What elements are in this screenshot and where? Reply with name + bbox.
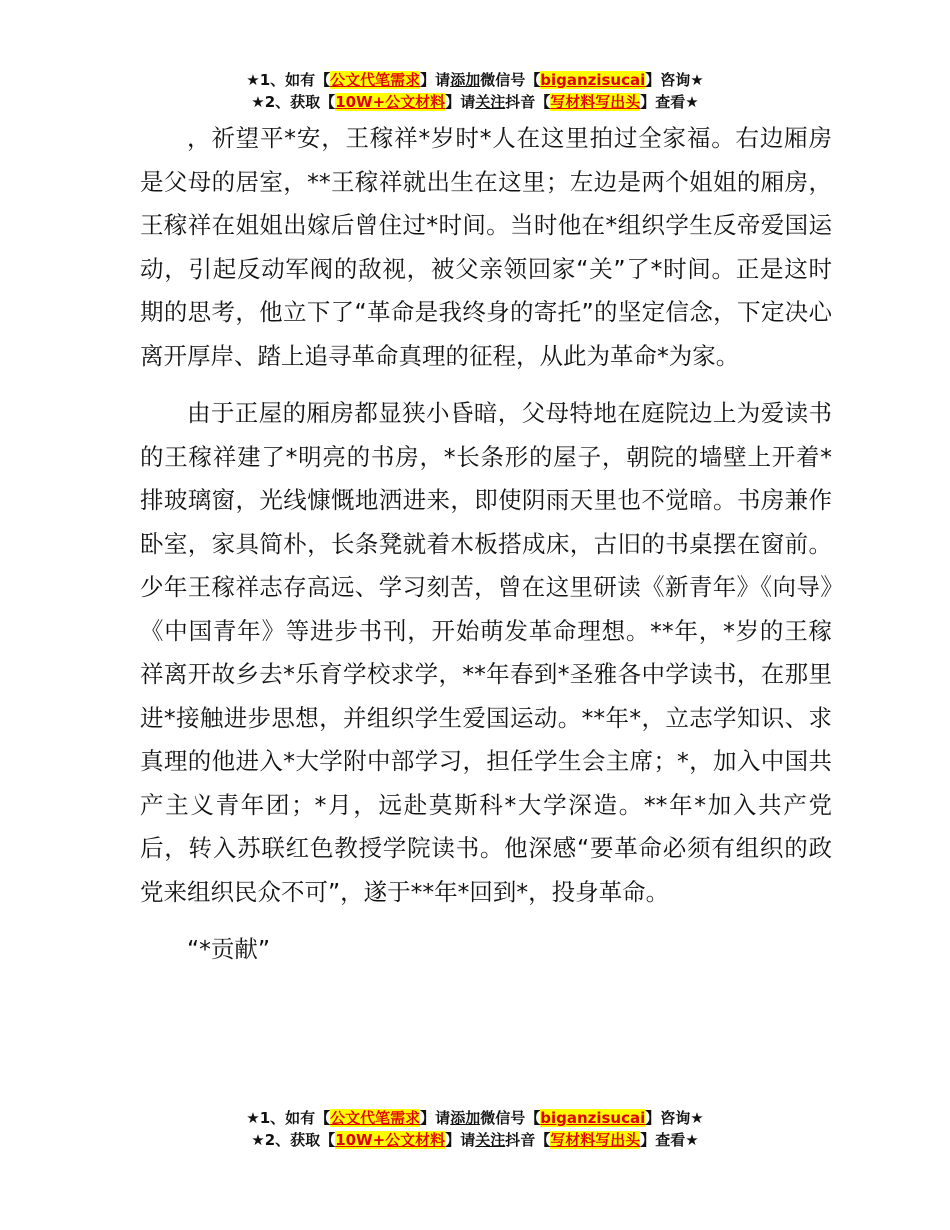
banner-line-2: ★2、获取【10W+公文材料】请关注抖音【写材料写出头】查看★ xyxy=(251,93,699,111)
banner-line-1: ★1、如有【公文代笔需求】请添加微信号【biganzisucai】咨询★ xyxy=(246,71,704,89)
document-body xyxy=(140,117,832,972)
service-highlight: 公文代笔需求 xyxy=(330,71,421,89)
footer-banner xyxy=(0,1107,950,1151)
materials-highlight: 10W+公文材料 xyxy=(335,93,446,111)
wechat-id-highlight: biganzisucai xyxy=(540,71,646,89)
materials-highlight: 10W+公文材料 xyxy=(335,1131,446,1149)
banner-line-2: ★2、获取【10W+公文材料】请关注抖音【写材料写出头】查看★ xyxy=(251,1131,699,1149)
wechat-id-highlight: biganzisucai xyxy=(540,1109,646,1127)
header-banner xyxy=(0,69,950,113)
paragraph-1: ，祈望平*安，王稼祥*岁时*人在这里拍过全家福。右边厢房是父母的居室，**王稼祥就出生在这里；左边是两个姐姐的厢房，王稼祥在姐姐出嫁后曾住过*时间。当时他在*组织学生反帝爱国运动，引起反动军阀的敌视，被父亲领回家“关”了*时间。正是这时期的思考，他立下了“革命是我终身的寄托”的坚定信念，下定决心离开厚岸、踏上追寻革命真理的征程，从此为革命*为家。 xyxy=(140,124,832,370)
service-highlight: 公文代笔需求 xyxy=(330,1109,421,1127)
paragraph-2: 由于正屋的厢房都显狭小昏暗，父母特地在庭院边上为爱读书的王稼祥建了*明亮的书房，*长条形的屋子，朝院的墙壁上开着*排玻璃窗，光线慷慨地洒进来，即使阴雨天里也不觉暗。书房兼作卧室，家具简朴，长条凳就着木板搭成床，古旧的书桌摆在窗前。少年王稼祥志存高远、学习刻苦，曾在这里研读《新青年》《向导》《中国青年》等进步书刊，开始萌发革命理想。**年，*岁的王稼祥离开故乡去*乐育学校求学，**年春到*圣雅各中学读书，在那里进*接触进步思想，并组织学生爱国运动。**年*，立志学知识、求真理的他进入*大学附中部学习，担任学生会主席；*，加入中国共产主义青年团；*月，远赴莫斯科*大学深造。**年*加入共产党后，转入苏联红色教授学院读书。他深感“要革命必须有组织的政党来组织民众不可”，遂于**年*回到*，投身革命。 xyxy=(140,399,832,906)
banner-line-1: ★1、如有【公文代笔需求】请添加微信号【biganzisucai】咨询★ xyxy=(246,1109,704,1127)
douyin-account-highlight: 写材料写出头 xyxy=(550,1131,641,1149)
douyin-account-highlight: 写材料写出头 xyxy=(550,93,641,111)
section-heading: “*贡献” xyxy=(187,935,271,963)
